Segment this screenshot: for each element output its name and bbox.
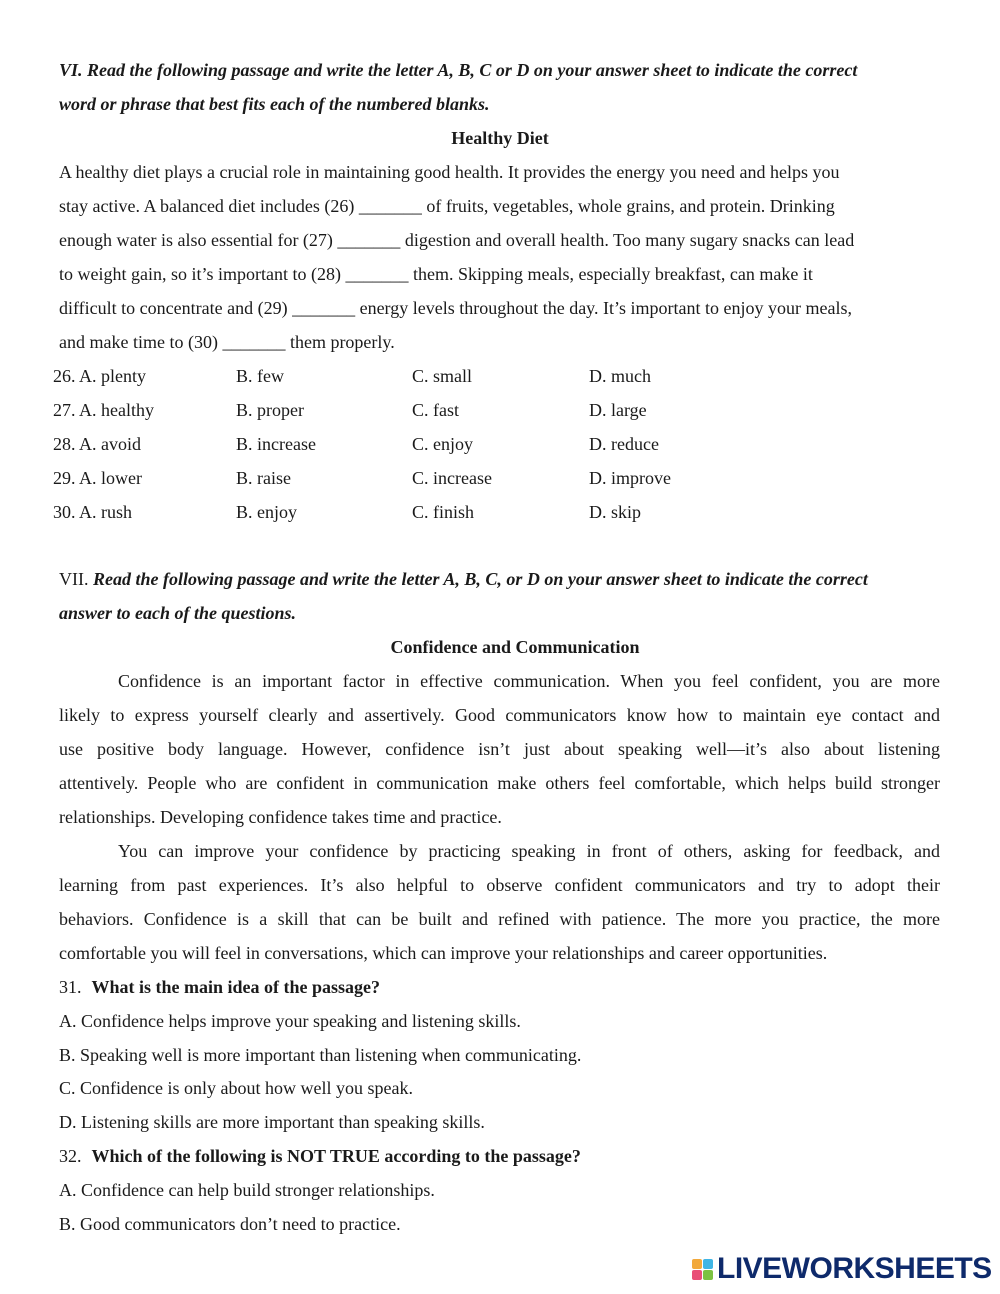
section-7-instruction-line-1: [59, 568, 868, 590]
question-32-option-b: B. Good communicators don’t need to practice.: [59, 1214, 401, 1234]
healthy-diet-passage-line: A healthy diet plays a crucial role in maintaining good health. It provides the energy you need and helps you: [59, 162, 840, 182]
confidence-paragraph-1-line: use positive body language. However, confidence isn’t just about speaking well—it’s also about listening: [59, 739, 940, 759]
healthy-diet-passage-line: to weight gain, so it’s important to (28) _______ them. Skipping meals, especially breakfast, can make it: [59, 264, 813, 284]
liveworksheets-logo: [692, 1254, 992, 1284]
question-28-option-c: C. enjoy: [412, 434, 473, 454]
liveworksheets-logo-text: LIVEWORKSHEETS: [717, 1252, 992, 1285]
question-31-text: What is the main idea of the passage?: [91, 977, 381, 997]
question-31-option-c: C. Confidence is only about how well you speak.: [59, 1078, 413, 1098]
question-29-option-b: B. raise: [236, 468, 291, 488]
healthy-diet-passage-line: difficult to concentrate and (29) _______ energy levels throughout the day. It’s important to enjoy your meals,: [59, 298, 852, 318]
question-26-option-c: C. small: [412, 366, 473, 386]
section-7-numeral: VII.: [59, 569, 93, 589]
logo-square-3: [692, 1270, 702, 1280]
confidence-paragraph-2-line: learning from past experiences. It’s also helpful to observe confident communicators and try to adopt their: [59, 875, 940, 895]
question-31-option-d: D. Listening skills are more important than speaking skills.: [59, 1112, 485, 1132]
question-27-option-b: B. proper: [236, 400, 304, 420]
liveworksheets-logo-icon: [692, 1259, 713, 1280]
logo-square-2: [703, 1259, 713, 1269]
question-27-option-c: C. fast: [412, 400, 459, 420]
question-30-option-a: 30. A. rush: [53, 502, 133, 522]
question-31-number: 31.: [59, 977, 82, 997]
confidence-paragraph-2-line: behaviors. Confidence is a skill that can be built and refined with patience. The more you practice, the more: [59, 909, 940, 929]
confidence-paragraph-2-line: You can improve your confidence by practicing speaking in front of others, asking for feedback, and: [118, 841, 940, 861]
question-27-option-d: D. large: [589, 400, 647, 420]
confidence-paragraph-1-line: relationships. Developing confidence takes time and practice.: [59, 807, 502, 827]
confidence-paragraph-1-line: Confidence is an important factor in effective communication. When you feel confident, you are more: [118, 671, 940, 691]
logo-square-4: [703, 1270, 713, 1280]
section-7-instruction-line-2: answer to each of the questions.: [59, 603, 297, 623]
question-32-text: Which of the following is NOT TRUE according to the passage?: [91, 1146, 581, 1166]
healthy-diet-title: Healthy Diet: [451, 128, 549, 148]
confidence-paragraph-1-line: attentively. People who are confident in communication make others feel comfortable, which helps build stronger: [59, 773, 940, 793]
section-7-instruction-text: Read the following passage and write the letter A, B, C, or D on your answer sheet to indicate the correct: [93, 569, 868, 589]
question-31: [59, 976, 380, 998]
confidence-paragraph-2-line: comfortable you will feel in conversations, which can improve your relationships and career opportunities.: [59, 943, 828, 963]
question-29-option-a: 29. A. lower: [53, 468, 142, 488]
question-31-option-b: B. Speaking well is more important than listening when communicating.: [59, 1045, 582, 1065]
question-29-option-d: D. improve: [589, 468, 671, 488]
question-32: [59, 1145, 581, 1167]
question-31-option-a: A. Confidence helps improve your speaking and listening skills.: [59, 1011, 521, 1031]
question-28-option-d: D. reduce: [589, 434, 659, 454]
question-28-option-a: 28. A. avoid: [53, 434, 141, 454]
question-26-option-d: D. much: [589, 366, 651, 386]
question-30-option-c: C. finish: [412, 502, 475, 522]
section-6-instruction-line-1: VI. Read the following passage and write the letter A, B, C or D on your answer sheet to indicate the correct: [59, 60, 858, 80]
section-6-instruction-line-2: word or phrase that best fits each of the numbered blanks.: [59, 94, 490, 114]
logo-square-1: [692, 1259, 702, 1269]
question-28-option-b: B. increase: [236, 434, 316, 454]
confidence-title: Confidence and Communication: [390, 637, 640, 657]
question-30-option-d: D. skip: [589, 502, 642, 522]
question-26-option-a: 26. A. plenty: [53, 366, 146, 386]
question-30-option-b: B. enjoy: [236, 502, 297, 522]
question-27-option-a: 27. A. healthy: [53, 400, 154, 420]
question-26-option-b: B. few: [236, 366, 284, 386]
question-32-option-a: A. Confidence can help build stronger relationships.: [59, 1180, 435, 1200]
confidence-paragraph-1-line: likely to express yourself clearly and assertively. Good communicators know how to maintain eye contact and: [59, 705, 940, 725]
question-29-option-c: C. increase: [412, 468, 492, 488]
healthy-diet-passage-line: and make time to (30) _______ them properly.: [59, 332, 395, 352]
question-32-number: 32.: [59, 1146, 82, 1166]
healthy-diet-passage-line: enough water is also essential for (27) _______ digestion and overall health. Too many sugary snacks can lead: [59, 230, 855, 250]
healthy-diet-passage-line: stay active. A balanced diet includes (26) _______ of fruits, vegetables, whole grains, and protein. Drinking: [59, 196, 835, 216]
